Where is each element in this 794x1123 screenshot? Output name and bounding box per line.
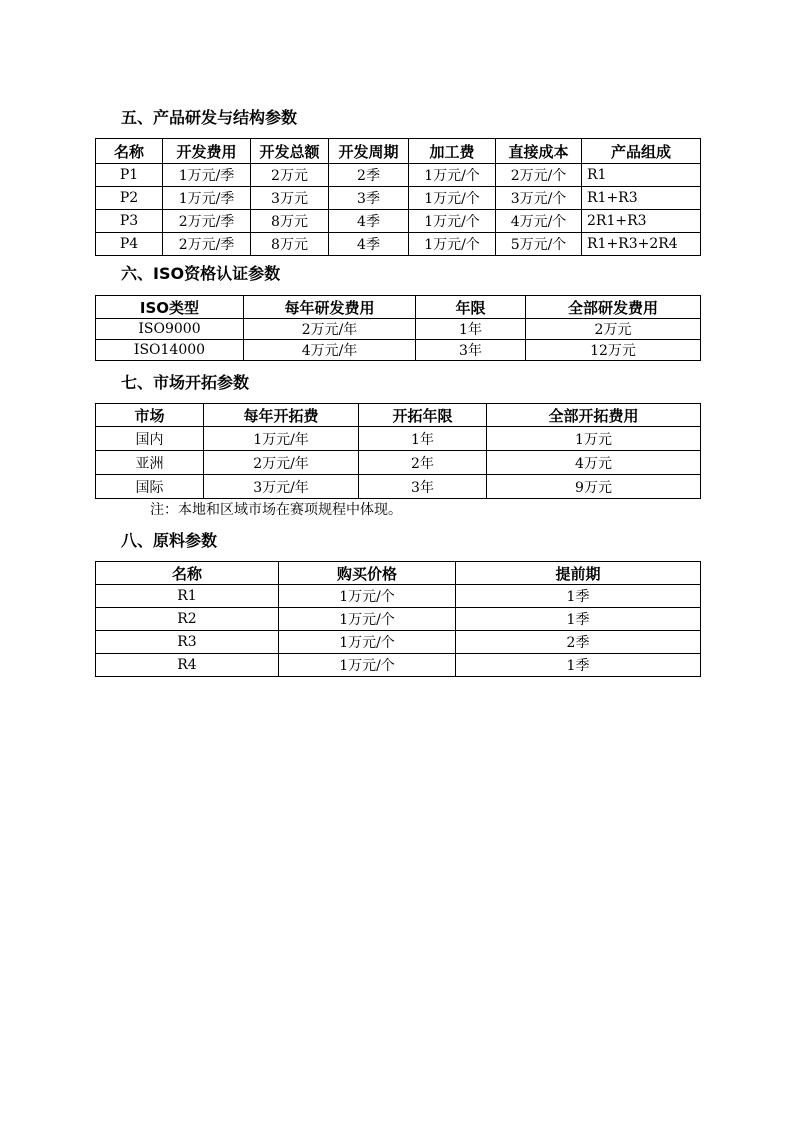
table-cell: R1+R3+2R4 xyxy=(582,233,701,256)
table-cell: 国内 xyxy=(96,427,204,451)
table-cell: 3年 xyxy=(359,475,487,499)
table-header-row xyxy=(96,404,701,427)
table-row xyxy=(96,608,701,631)
table-cell: 2万元/季 xyxy=(163,210,251,233)
table-cell: 2万元/年 xyxy=(204,451,359,475)
table-row xyxy=(96,475,701,499)
table-cell: 1万元/季 xyxy=(163,164,251,187)
table-row xyxy=(96,340,701,361)
table-row xyxy=(96,631,701,654)
table-cell: R4 xyxy=(96,654,279,677)
table-cell: 2万元/年 xyxy=(244,319,416,340)
market-table xyxy=(95,403,701,499)
table-cell: 2万元 xyxy=(526,319,701,340)
table-cell: 2季 xyxy=(329,164,409,187)
section-title-market: 七、市场开拓参数 xyxy=(121,373,250,392)
table-cell: 1万元/个 xyxy=(409,233,496,256)
column-header: 每年开拓费 xyxy=(204,404,359,427)
table-cell: 2万元/季 xyxy=(163,233,251,256)
table-cell: 1季 xyxy=(456,608,701,631)
table-cell: 1季 xyxy=(456,654,701,677)
materials-table xyxy=(95,561,701,677)
column-header: 直接成本 xyxy=(496,139,582,164)
table-cell: 4季 xyxy=(329,210,409,233)
table-cell: 1万元/个 xyxy=(279,631,456,654)
table-cell: 3万元 xyxy=(251,187,329,210)
table-cell: 1万元/个 xyxy=(279,654,456,677)
table-cell: ISO9000 xyxy=(96,319,244,340)
table-cell: 4万元 xyxy=(487,451,701,475)
table-cell: 2R1+R3 xyxy=(582,210,701,233)
column-header: 全部研发费用 xyxy=(526,296,701,319)
column-header: 年限 xyxy=(416,296,526,319)
table-cell: 3年 xyxy=(416,340,526,361)
table-cell: 8万元 xyxy=(251,210,329,233)
table-cell: P4 xyxy=(96,233,163,256)
table-cell: 5万元/个 xyxy=(496,233,582,256)
table-header-row xyxy=(96,562,701,585)
column-header: 开发周期 xyxy=(329,139,409,164)
table-cell: 4万元/年 xyxy=(244,340,416,361)
table-cell: 1季 xyxy=(456,585,701,608)
table-cell: 2万元/个 xyxy=(496,164,582,187)
column-header: ISO类型 xyxy=(96,296,244,319)
table-row xyxy=(96,164,701,187)
table-row xyxy=(96,319,701,340)
table-cell: 1万元 xyxy=(487,427,701,451)
iso-table xyxy=(95,295,701,361)
table-cell: 2季 xyxy=(456,631,701,654)
table-cell: 国际 xyxy=(96,475,204,499)
table-cell: R1 xyxy=(582,164,701,187)
table-cell: 1万元/个 xyxy=(279,585,456,608)
table-cell: ISO14000 xyxy=(96,340,244,361)
table-cell: R1+R3 xyxy=(582,187,701,210)
table-cell: 1万元/年 xyxy=(204,427,359,451)
column-header: 提前期 xyxy=(456,562,701,585)
table-header-row xyxy=(96,296,701,319)
column-header: 产品组成 xyxy=(582,139,701,164)
product-table xyxy=(95,138,701,256)
table-cell: 1万元/个 xyxy=(409,164,496,187)
table-row xyxy=(96,210,701,233)
table-row xyxy=(96,654,701,677)
table-cell: 1万元/个 xyxy=(409,187,496,210)
column-header: 购买价格 xyxy=(279,562,456,585)
table-cell: 1万元/个 xyxy=(279,608,456,631)
table-cell: 8万元 xyxy=(251,233,329,256)
table-cell: 1年 xyxy=(416,319,526,340)
section-title-iso: 六、ISO资格认证参数 xyxy=(121,264,281,283)
column-header: 开发总额 xyxy=(251,139,329,164)
table-cell: 3万元/个 xyxy=(496,187,582,210)
column-header: 市场 xyxy=(96,404,204,427)
table-cell: 9万元 xyxy=(487,475,701,499)
table-cell: 3季 xyxy=(329,187,409,210)
table-cell: P2 xyxy=(96,187,163,210)
table-cell: 1万元/季 xyxy=(163,187,251,210)
table-header-row xyxy=(96,139,701,164)
table-cell: 2万元 xyxy=(251,164,329,187)
table-cell: R3 xyxy=(96,631,279,654)
table-row xyxy=(96,233,701,256)
column-header: 全部开拓费用 xyxy=(487,404,701,427)
market-note: 注：本地和区域市场在赛项规程中体现。 xyxy=(150,502,402,518)
table-cell: 4万元/个 xyxy=(496,210,582,233)
table-row xyxy=(96,451,701,475)
table-row xyxy=(96,585,701,608)
table-cell: 1年 xyxy=(359,427,487,451)
table-cell: 1万元/个 xyxy=(409,210,496,233)
table-row xyxy=(96,427,701,451)
table-cell: 12万元 xyxy=(526,340,701,361)
column-header: 名称 xyxy=(96,139,163,164)
table-cell: 3万元/年 xyxy=(204,475,359,499)
section-title-materials: 八、原料参数 xyxy=(121,531,218,550)
table-cell: P1 xyxy=(96,164,163,187)
table-cell: 2年 xyxy=(359,451,487,475)
column-header: 加工费 xyxy=(409,139,496,164)
column-header: 开发费用 xyxy=(163,139,251,164)
section-title-product: 五、产品研发与结构参数 xyxy=(121,108,298,127)
column-header: 每年研发费用 xyxy=(244,296,416,319)
table-cell: 4季 xyxy=(329,233,409,256)
table-cell: 亚洲 xyxy=(96,451,204,475)
table-cell: P3 xyxy=(96,210,163,233)
table-cell: R2 xyxy=(96,608,279,631)
table-cell: R1 xyxy=(96,585,279,608)
table-row xyxy=(96,187,701,210)
column-header: 名称 xyxy=(96,562,279,585)
column-header: 开拓年限 xyxy=(359,404,487,427)
